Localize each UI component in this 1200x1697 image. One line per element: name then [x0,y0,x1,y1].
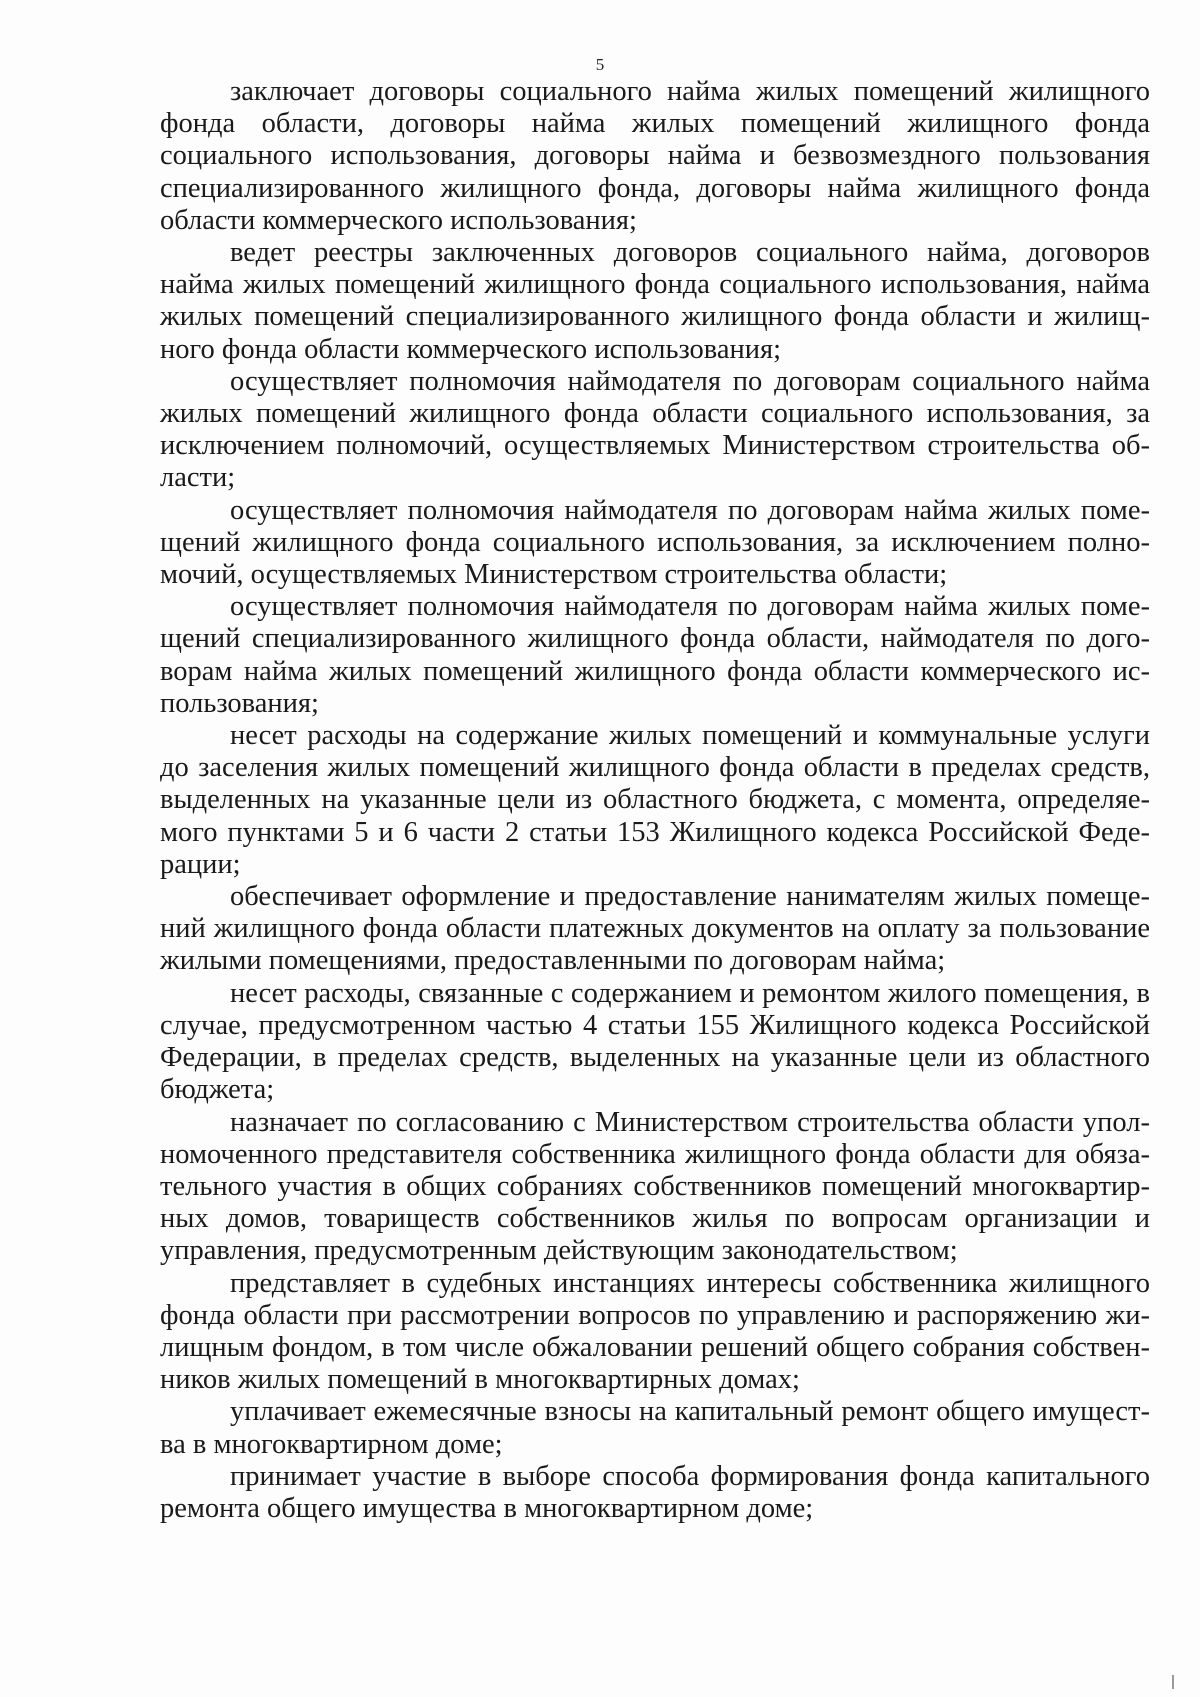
paragraph-12: принимает участие в выборе способа формирования фонда капитального ремонта общего имущества в многоквартирном доме; [160,1460,1150,1524]
paragraph-5: осуществляет полномочия наймодателя по договорам найма жилых помещений специализированного жилищного фонда области, наймодателя по договорам найма жилых помещений жилищного фонда области коммерческого использования; [160,591,1150,719]
paragraph-7: обеспечивает оформление и предоставление нанимателям жилых помещений жилищного фонда области платежных документов на оплату за пользование жилыми помещениями, предоставленными по договорам найма; [160,881,1150,977]
paragraph-10: представляет в судебных инстанциях интересы собственника жилищного фонда области при рассмотрении вопросов по управлению и распоряжению жилищным фондом, в том числе обжаловании решений общего собрания собственников жилых помещений в многоквартирных домах; [160,1267,1150,1396]
paragraph-3: осуществляет полномочия наймодателя по договорам социального найма жилых помещений жилищного фонда области социального использования, за исключением полномочий, осуществляемых Министерством строительства области; [160,365,1150,494]
paragraph-1: заключает договоры социального найма жилых помещений жилищного фонда области, договоры найма жилых помещений жилищного фонда социального использования, договоры найма и безвозмездного пользования специализированного жилищного фонда, договоры найма жилищного фонда области коммерческого использования; [160,76,1150,236]
paragraph-11: уплачивает ежемесячные взносы на капитальный ремонт общего имущества в многоквартирном доме; [160,1396,1150,1460]
document-body [160,76,1150,1525]
page-number: 5 [595,55,605,74]
paragraph-4: осуществляет полномочия наймодателя по договорам найма жилых помещений жилищного фонда социального использования, за исключением полномочий, осуществляемых Министерством строительства области; [160,494,1150,591]
paragraph-6: несет расходы на содержание жилых помещений и коммунальные услуги до заселения жилых помещений жилищного фонда области в пределах средств, выделенных на указанные цели из областного бюджета, с момента, определяемого пунктами 5 и 6 части 2 статьи 153 Жилищного кодекса Российской Федерации; [160,720,1150,880]
paragraph-8: несет расходы, связанные с содержанием и ремонтом жилого помещения, в случае, предусмотренном частью 4 статьи 155 Жилищного кодекса Российской Федерации, в пределах средств, выделенных на указанные цели из областного бюджета; [160,977,1150,1106]
paragraph-2: ведет реестры заключенных договоров социального найма, договоров найма жилых помещений жилищного фонда социального использования, найма жилых помещений специализированного жилищного фонда области и жилищного фонда области коммерческого использования; [160,237,1150,365]
scan-edge-mark [1172,1675,1174,1689]
paragraph-9: назначает по согласованию с Министерством строительства области уполномоченного представителя собственника жилищного фонда области для обязательного участия в общих собраниях собственников помещений многоквартирных домов, товариществ собственников жилья по вопросам организации и управления, предусмотренным действующим законодательством; [160,1106,1150,1267]
